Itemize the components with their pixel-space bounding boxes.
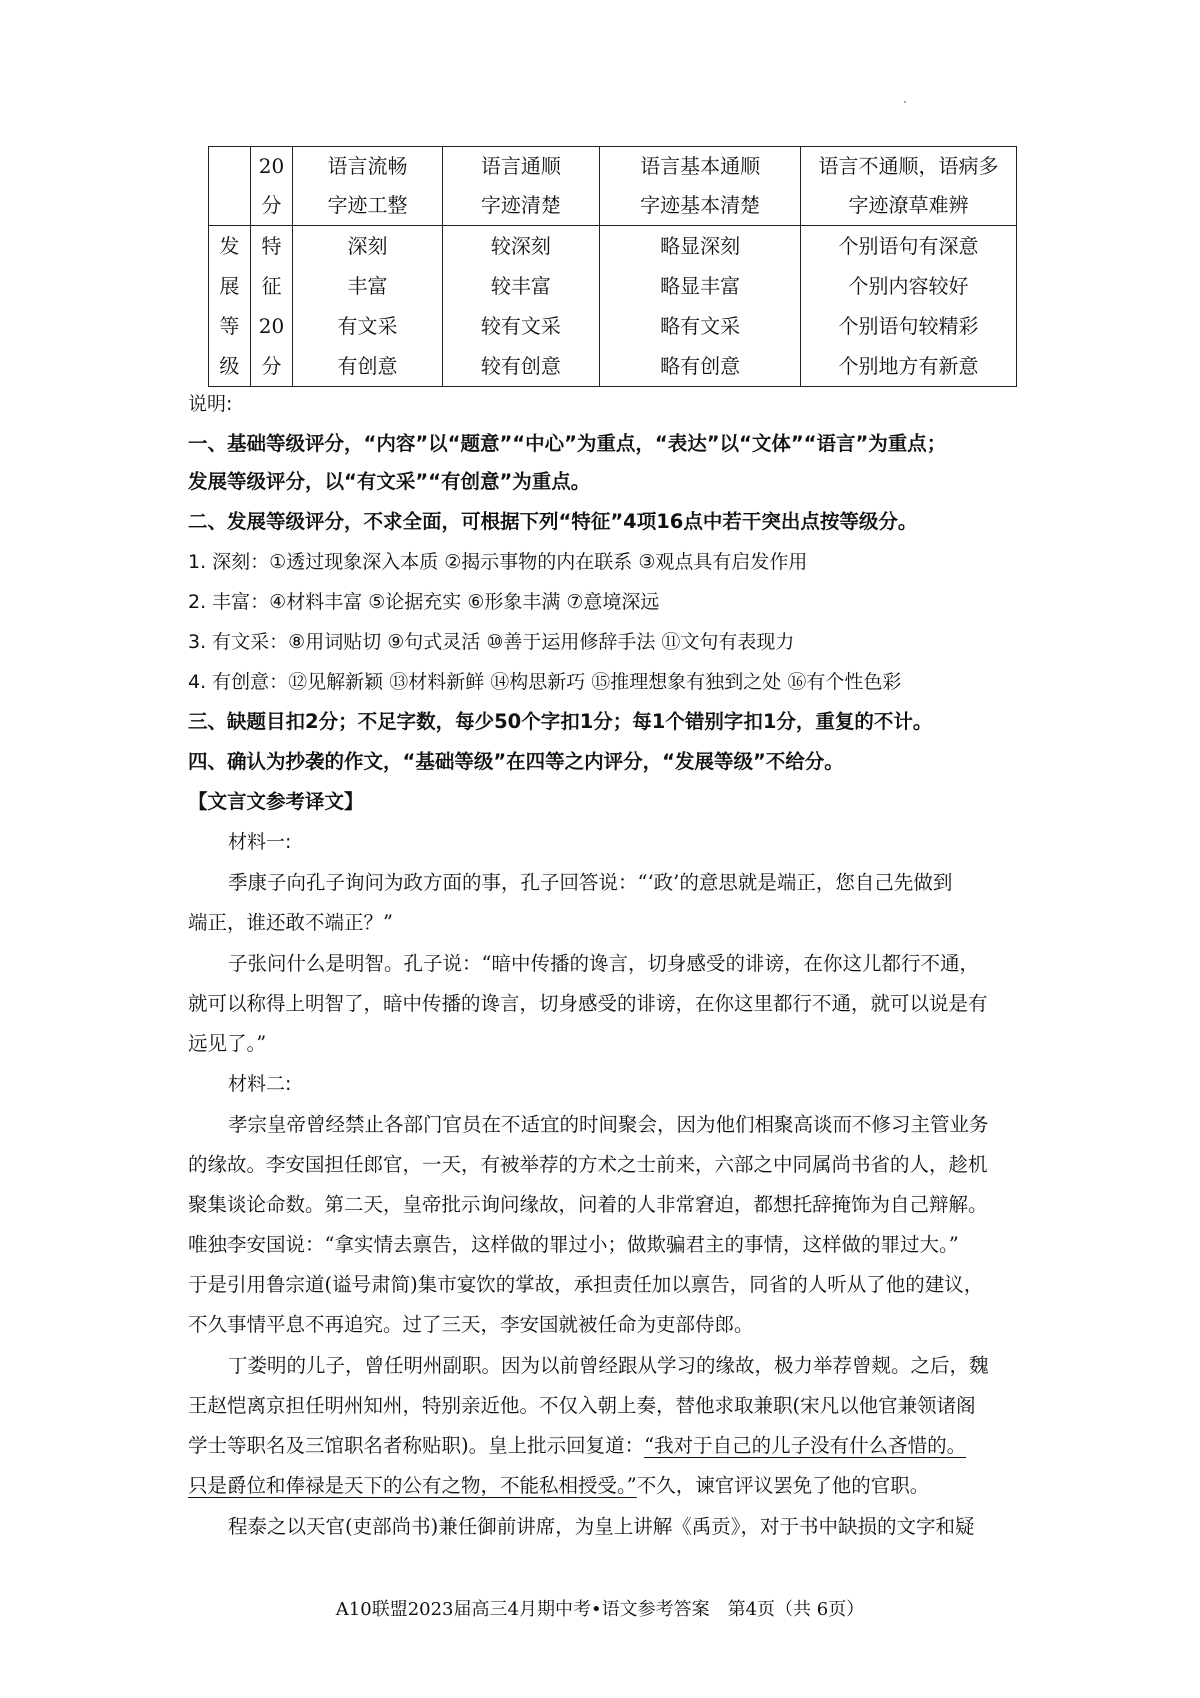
feature-literary: 3. 有文采：⑧用词贴切 ⑨句式灵活 ⑩善于运用修辞手法 ⑪文句有表现力	[188, 631, 795, 653]
material-1-title: 材料一:	[228, 831, 292, 853]
table-cell-grade2: 较深刻 较丰富 较有文采 较有创意	[442, 226, 600, 387]
table-cell-grade4: 语言不通顺，语病多 字迹潦草难辨	[800, 147, 1016, 226]
notes-heading: 说明:	[188, 393, 233, 415]
m2-line-5: 于是引用鲁宗道(谥号肃简)集市宴饮的掌故，承担责任加以禀告，同省的人听从了他的建议，	[188, 1273, 984, 1296]
table-cell-grade2: 语言通顺 字迹清楚	[442, 147, 600, 226]
m2-line-10: 只是爵位和俸禄是天下的公有之物，不能私相授受。”不久，谏官评议罢免了他的官职。	[188, 1474, 930, 1497]
m2-line-4: 唯独李安国说：“拿实情去禀告，这样做的罪过小；做欺骗君主的事情，这样做的罪过大。”	[188, 1233, 959, 1256]
m1-line-4: 就可以称得上明智了，暗中传播的谗言，切身感受的诽谤，在你这里都行不通，就可以说是有	[188, 992, 988, 1015]
note-1b: 发展等级评分，以“有文采”“有创意”为重点。	[188, 470, 591, 493]
m2-line-3: 聚集谈论命数。第二天，皇帝批示询问缘故，问着的人非常窘迫，都想托辞掩饰为自己辩解。	[188, 1193, 988, 1216]
note-1a: 一、基础等级评分，“内容”以“题意”“中心”为重点，“表达”以“文体”“语言”为重点；	[188, 432, 947, 455]
table-cell-grade4: 个别语句有深意 个别内容较好 个别语句较精彩 个别地方有新意	[800, 226, 1016, 387]
m2-line-11: 程泰之以天官(吏部尚书)兼任御前讲席，为皇上讲解《禹贡》，对于书中缺损的文字和疑	[228, 1515, 975, 1538]
underlined-quote: 只是爵位和俸禄是天下的公有之物，不能私相授受。”	[188, 1474, 637, 1497]
table-cell-points: 特 征 20 分	[250, 226, 293, 387]
m2-line-7: 丁娄明的儿子，曾任明州副职。因为以前曾经跟从学习的缘故，极力举荐曾觌。之后，魏	[228, 1354, 989, 1377]
note-3: 三、缺题目扣2分；不足字数，每少50个字扣1分；每1个错别字扣1分，重复的不计。	[188, 710, 933, 733]
m1-line-5: 远见了。”	[188, 1032, 267, 1055]
note-4: 四、确认为抄袭的作文，“基础等级”在四等之内评分，“发展等级”不给分。	[188, 750, 844, 773]
m2-line-6: 不久事情平息不再追究。过了三天，李安国就被任命为吏部侍郎。	[188, 1313, 754, 1336]
feature-deep: 1. 深刻：①透过现象深入本质 ②揭示事物的内在联系 ③观点具有启发作用	[188, 551, 808, 573]
table-cell-points: 20 分	[250, 147, 293, 226]
table-row-expression	[209, 147, 1017, 226]
m2-line-2: 的缘故。李安国担任郎官，一天，有被举荐的方术之士前来，六部之中同属尚书省的人，趁机	[188, 1153, 988, 1176]
table-cell-grade1: 语言流畅 字迹工整	[293, 147, 442, 226]
material-2-title: 材料二:	[228, 1073, 292, 1095]
feature-rich: 2. 丰富：④材料丰富 ⑤论据充实 ⑥形象丰满 ⑦意境深远	[188, 591, 660, 613]
note-2: 二、发展等级评分，不求全面，可根据下列“特征”4项16点中若干突出点按等级分。	[188, 510, 918, 533]
table-cell-grade3: 语言基本通顺 字迹基本清楚	[600, 147, 801, 226]
scan-speck	[904, 101, 906, 103]
table-cell-grade3: 略显深刻 略显丰富 略有文采 略有创意	[600, 226, 801, 387]
translation-heading: 【文言文参考译文】	[188, 790, 364, 813]
page-footer: A10联盟2023届高三4月期中考•语文参考答案 第4页（共 6页）	[335, 1599, 865, 1620]
table-row-development	[209, 226, 1017, 387]
m2-line-9: 学士等职名及三馆职名者称贴职)。皇上批示回复道：“我对于自己的儿子没有什么吝惜的。	[188, 1434, 967, 1457]
table-cell-grade1: 深刻 丰富 有文采 有创意	[293, 226, 442, 387]
underlined-quote: “我对于自己的儿子没有什么吝惜的。	[644, 1434, 967, 1457]
m2-line-1: 孝宗皇帝曾经禁止各部门官员在不适宜的时间聚会，因为他们相聚高谈而不修习主管业务	[228, 1113, 989, 1136]
table-cell-category: 发 展 等 级	[209, 226, 251, 387]
m2-line-8: 王赵恺离京担任明州知州，特别亲近他。不仅入朝上奏，替他求取兼职(宋凡以他官兼领诸阁	[188, 1394, 976, 1417]
table-cell-empty	[209, 147, 251, 226]
feature-creative: 4. 有创意：⑫见解新颖 ⑬材料新鲜 ⑭构思新巧 ⑮推理想象有独到之处 ⑯有个性色彩	[188, 671, 902, 693]
m1-line-1: 季康子向孔子询问为政方面的事，孔子回答说：“‘政’的意思就是端正，您自己先做到	[228, 871, 953, 894]
m1-line-3: 子张问什么是明智。孔子说：“暗中传播的谗言，切身感受的诽谤，在你这儿都行不通，	[228, 952, 979, 975]
m1-line-2: 端正，谁还敢不端正？”	[188, 911, 393, 934]
scoring-rubric-table	[208, 146, 1017, 387]
